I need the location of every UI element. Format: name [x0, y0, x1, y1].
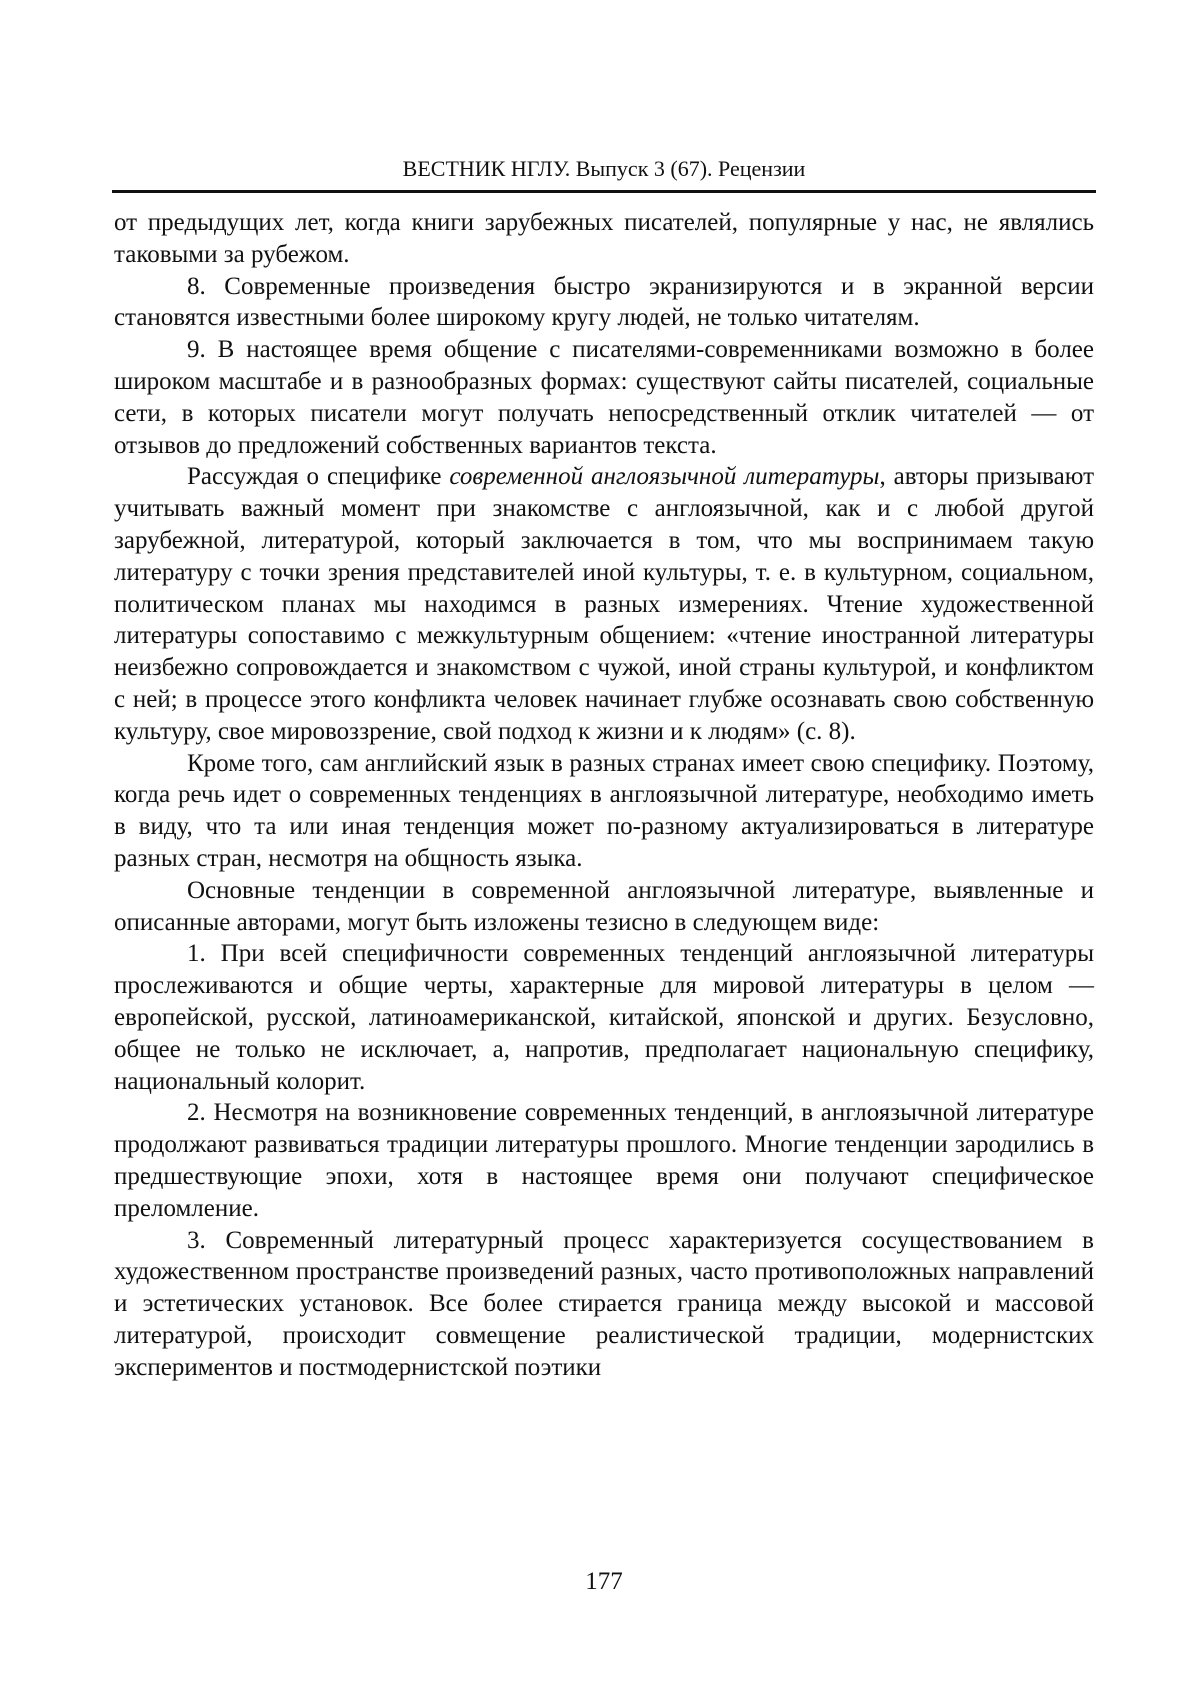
paragraph-thesis-3: 3. Современный литературный процесс характеризуется сосуществованием в художественном пространстве произведений разных, часто противоположных направлений и эстетических установок. Все более стирается граница между высокой и массовой литературой, происходит совмещение реалистической традиции, модернистских экспериментов и постмодернистской поэтики — [114, 1225, 1094, 1384]
paragraph-specifics-rest: , авторы призывают учитывать важный момент при знакомстве с англоязычной, как и с любой другой зарубежной, литературой, который заключается в том, что мы воспринимаем такую литературу с точки зрения представителей иной культуры, т. е. в культурном, социальном, политическом планах мы находимся в разных измерениях. Чтение художественной литературы сопоставимо с межкультурным общением: «чтение иностранной литературы неизбежно сопровождается и знакомством с чужой, иной страны культурой, и конфликтом с ней; в процессе этого конфликта человек начинает глубже осознавать свою собственную культуру, свое мировоззрение, свой подход к жизни и к людям» (с. 8). — [114, 463, 1094, 744]
paragraph-specifics-italic: современной англоязычной литературы — [449, 463, 879, 490]
header-rule — [112, 190, 1096, 193]
paragraph-specifics-lead: Рассуждая о специфике — [187, 463, 449, 490]
document-page — [0, 0, 1200, 1697]
page-number: 177 — [112, 1567, 1096, 1597]
paragraph-continuation: от предыдущих лет, когда книги зарубежных писателей, популярные у нас, не являлись таковыми за рубежом. — [114, 207, 1094, 271]
paragraph-english-language: Кроме того, сам английский язык в разных странах имеет свою специфику. Поэтому, когда речь идет о современных тенденциях в англоязычной литературе, необходимо иметь в виду, что та или иная тенденция может по-разному актуализироваться в литературе разных стран, несмотря на общность языка. — [114, 748, 1094, 875]
paragraph-main-tendencies: Основные тенденции в современной англоязычной литературе, выявленные и описанные авторами, могут быть изложены тезисно в следующем виде: — [114, 875, 1094, 939]
body-text — [114, 207, 1094, 1383]
paragraph-item-8: 8. Современные произведения быстро экранизируются и в экранной версии становятся известными более широкому кругу людей, не только читателям. — [114, 271, 1094, 335]
paragraph-specifics — [114, 461, 1094, 747]
paragraph-item-9: 9. В настоящее время общение с писателями-современниками возможно в более широком масштабе и в разнообразных формах: существуют сайты писателей, социальные сети, в которых писатели могут получать непосредственный отклик читателей — от отзывов до предложений собственных вариантов текста. — [114, 334, 1094, 461]
paragraph-thesis-2: 2. Несмотря на возникновение современных тенденций, в англоязычной литературе продолжают развиваться традиции литературы прошлого. Многие тенденции зародились в предшествующие эпохи, хотя в настоящее время они получают специфическое преломление. — [114, 1097, 1094, 1224]
paragraph-thesis-1: 1. При всей специфичности современных тенденций англоязычной литературы прослеживаются и общие черты, характерные для мировой литературы в целом — европейской, русской, латиноамериканской, китайской, японской и других. Безусловно, общее не только не исключает, а, напротив, предполагает национальную специфику, национальный колорит. — [114, 938, 1094, 1097]
running-header: ВЕСТНИК НГЛУ. Выпуск 3 (67). Рецензии — [112, 156, 1096, 182]
